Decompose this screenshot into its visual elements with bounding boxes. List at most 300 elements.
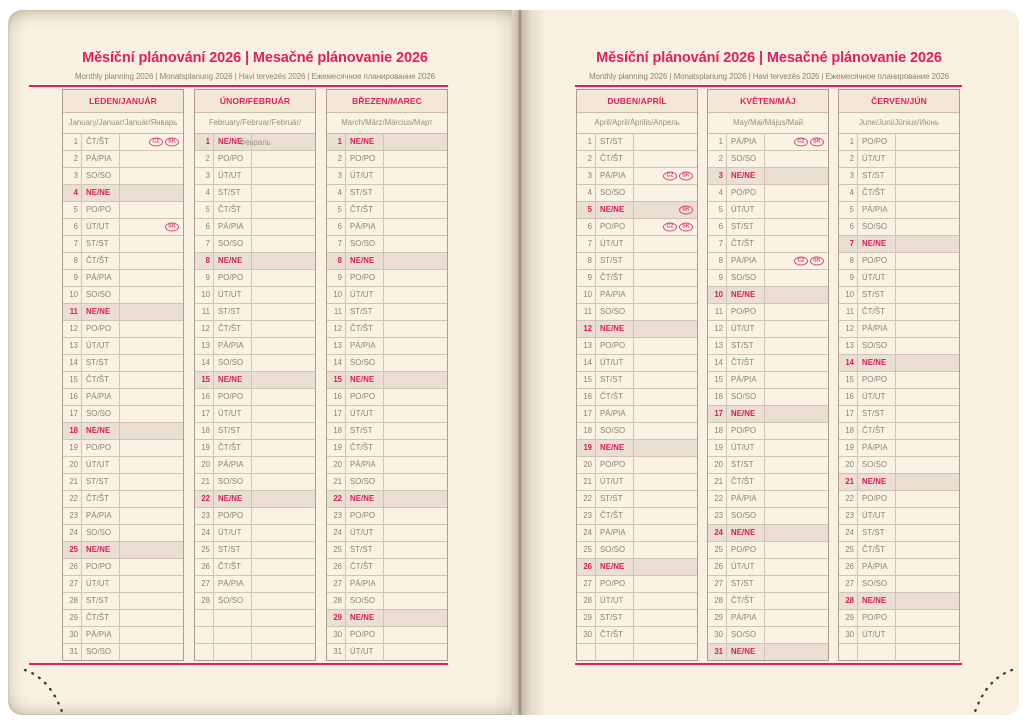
day-number: 5 (839, 202, 858, 218)
day-note-cell (252, 627, 315, 643)
day-row (327, 321, 447, 338)
day-note-cell (120, 542, 183, 558)
day-number: 15 (63, 372, 82, 388)
day-number: 6 (708, 219, 727, 235)
day-abbr: ST/ST (727, 457, 765, 473)
day-abbr: ST/ST (82, 593, 120, 609)
day-abbr: PO/PO (596, 219, 634, 235)
day-number: 22 (63, 491, 82, 507)
day-number: 30 (327, 627, 346, 643)
day-number: 1 (195, 134, 214, 150)
day-note-cell (634, 423, 697, 439)
holiday-badge-cz-icon: CZ (794, 137, 808, 146)
day-note-cell (252, 406, 315, 422)
month-table (326, 89, 448, 661)
day-number: 11 (708, 304, 727, 320)
day-row (839, 270, 959, 287)
day-abbr: ÚT/UT (727, 202, 765, 218)
day-abbr: ÚT/UT (82, 219, 120, 235)
day-abbr: SO/SO (858, 338, 896, 354)
day-abbr: ÚT/UT (596, 236, 634, 252)
day-number: 6 (195, 219, 214, 235)
day-note-cell (120, 270, 183, 286)
day-row (63, 253, 183, 270)
day-abbr: PÁ/PIA (596, 406, 634, 422)
day-note-cell (634, 644, 697, 660)
day-note-cell (634, 185, 697, 201)
day-row (708, 440, 828, 457)
day-note-cell (120, 202, 183, 218)
day-row (708, 304, 828, 321)
day-row (63, 457, 183, 474)
day-note-cell (384, 185, 447, 201)
day-abbr: ST/ST (596, 491, 634, 507)
day-abbr: ST/ST (596, 610, 634, 626)
day-abbr: SO/SO (346, 593, 384, 609)
day-number: 28 (577, 593, 596, 609)
day-note-cell (896, 389, 959, 405)
day-note-cell (252, 253, 315, 269)
day-number: 20 (195, 457, 214, 473)
day-row (708, 236, 828, 253)
day-note-cell (634, 559, 697, 575)
day-abbr: ST/ST (727, 219, 765, 235)
day-number: 21 (195, 474, 214, 490)
day-note-cell (896, 270, 959, 286)
day-abbr: ÚT/UT (82, 457, 120, 473)
day-number: 6 (839, 219, 858, 235)
day-number: 15 (839, 372, 858, 388)
day-note-cell (252, 576, 315, 592)
day-abbr: NE/NE (214, 134, 252, 150)
month-name: LEDEN/JANUÁR (63, 90, 183, 113)
day-row (63, 134, 183, 151)
day-row (577, 610, 697, 627)
day-note-cell (384, 525, 447, 541)
day-abbr: ČT/ŠT (214, 559, 252, 575)
day-row (327, 457, 447, 474)
day-number: 22 (327, 491, 346, 507)
day-number: 25 (708, 542, 727, 558)
day-number: 12 (708, 321, 727, 337)
day-number: 28 (708, 593, 727, 609)
day-row (839, 457, 959, 474)
day-number: 19 (577, 440, 596, 456)
day-abbr: ČT/ŠT (82, 253, 120, 269)
day-row (839, 508, 959, 525)
day-abbr: SO/SO (82, 287, 120, 303)
day-number: 5 (577, 202, 596, 218)
day-row (195, 644, 315, 660)
day-row (839, 151, 959, 168)
day-number: 4 (195, 185, 214, 201)
day-row (839, 304, 959, 321)
day-number: 23 (63, 508, 82, 524)
day-note-cell (120, 389, 183, 405)
day-number: 6 (327, 219, 346, 235)
day-row (577, 525, 697, 542)
day-row (63, 151, 183, 168)
day-note-cell (384, 406, 447, 422)
day-row (708, 202, 828, 219)
day-note-cell (120, 406, 183, 422)
day-number: 11 (577, 304, 596, 320)
day-row (195, 406, 315, 423)
day-number: 23 (839, 508, 858, 524)
day-abbr: SO/SO (596, 423, 634, 439)
day-abbr: SO/SO (346, 236, 384, 252)
day-row (327, 576, 447, 593)
day-abbr: ST/ST (858, 168, 896, 184)
day-number: 8 (577, 253, 596, 269)
day-note-cell (634, 168, 697, 184)
day-number: 12 (577, 321, 596, 337)
day-note-cell (765, 270, 828, 286)
day-row (195, 610, 315, 627)
day-note-cell (896, 304, 959, 320)
day-number: 7 (195, 236, 214, 252)
day-number: 10 (195, 287, 214, 303)
day-row (708, 253, 828, 270)
holiday-badge-sk-icon: SK (679, 205, 693, 214)
day-abbr: PÁ/PIA (858, 321, 896, 337)
day-abbr: ÚT/UT (596, 474, 634, 490)
day-abbr: NE/NE (82, 542, 120, 558)
day-abbr: ČT/ŠT (858, 423, 896, 439)
day-abbr: PO/PO (858, 372, 896, 388)
page-title: Měsíční plánování 2026 | Mesačné plánovanie 2026 (596, 50, 942, 66)
day-number: 16 (577, 389, 596, 405)
day-abbr: PÁ/PIA (727, 253, 765, 269)
day-abbr: ÚT/UT (346, 168, 384, 184)
day-row (327, 355, 447, 372)
day-row (63, 321, 183, 338)
day-note-cell (384, 134, 447, 150)
day-abbr: PO/PO (858, 253, 896, 269)
day-note-cell (252, 270, 315, 286)
day-abbr: ČT/ŠT (727, 355, 765, 371)
day-number: 18 (327, 423, 346, 439)
day-row (327, 610, 447, 627)
day-number: 26 (839, 559, 858, 575)
day-note-cell (120, 576, 183, 592)
day-number: 8 (195, 253, 214, 269)
day-abbr: PÁ/PIA (82, 508, 120, 524)
day-note-cell (634, 440, 697, 456)
day-note-cell (120, 287, 183, 303)
day-number: 3 (195, 168, 214, 184)
day-number: 17 (577, 406, 596, 422)
day-abbr: PO/PO (858, 134, 896, 150)
day-row (327, 559, 447, 576)
day-row (708, 474, 828, 491)
day-row (708, 423, 828, 440)
day-number: 2 (839, 151, 858, 167)
day-note-cell (896, 151, 959, 167)
day-number: 2 (195, 151, 214, 167)
day-number: 7 (839, 236, 858, 252)
day-number: 12 (195, 321, 214, 337)
day-abbr: SO/SO (727, 627, 765, 643)
day-abbr: PO/PO (214, 270, 252, 286)
day-row (577, 593, 697, 610)
day-number: 1 (708, 134, 727, 150)
day-abbr: PÁ/PIA (214, 457, 252, 473)
day-number: 24 (63, 525, 82, 541)
day-row (839, 593, 959, 610)
day-number: 11 (839, 304, 858, 320)
day-abbr: PO/PO (727, 185, 765, 201)
day-abbr: PÁ/PIA (858, 202, 896, 218)
day-row (327, 389, 447, 406)
day-abbr: ÚT/UT (596, 355, 634, 371)
day-row (63, 491, 183, 508)
day-abbr: ÚT/UT (346, 287, 384, 303)
day-abbr: PO/PO (82, 559, 120, 575)
month-intl-names: March/März/Március/Март (327, 113, 447, 134)
day-row (327, 372, 447, 389)
day-row (195, 287, 315, 304)
day-note-cell (765, 168, 828, 184)
day-number: 7 (327, 236, 346, 252)
day-note-cell (120, 236, 183, 252)
day-abbr: ST/ST (346, 423, 384, 439)
day-number: 27 (63, 576, 82, 592)
day-number: 14 (577, 355, 596, 371)
day-row (577, 644, 697, 660)
day-number: 24 (327, 525, 346, 541)
day-abbr: PO/PO (346, 151, 384, 167)
day-number: 29 (839, 610, 858, 626)
day-number: 20 (839, 457, 858, 473)
day-number: 17 (195, 406, 214, 422)
divider-rule-top (575, 85, 962, 87)
day-row (577, 406, 697, 423)
day-row (839, 236, 959, 253)
day-abbr: ČT/ŠT (82, 491, 120, 507)
day-row (708, 542, 828, 559)
day-note-cell (384, 372, 447, 388)
day-note-cell (252, 457, 315, 473)
day-note-cell (384, 219, 447, 235)
day-abbr: ST/ST (346, 542, 384, 558)
day-row (839, 219, 959, 236)
day-abbr: PO/PO (214, 151, 252, 167)
day-note-cell (634, 270, 697, 286)
day-number: 31 (327, 644, 346, 660)
day-abbr: PO/PO (596, 338, 634, 354)
day-note-cell (896, 491, 959, 507)
day-number: 23 (195, 508, 214, 524)
day-abbr: PO/PO (596, 457, 634, 473)
day-abbr: ÚT/UT (214, 406, 252, 422)
day-abbr: NE/NE (727, 406, 765, 422)
day-note-cell (896, 338, 959, 354)
day-number: 26 (195, 559, 214, 575)
day-row (839, 644, 959, 660)
holiday-badge-sk-icon: SK (810, 256, 824, 265)
day-row (839, 610, 959, 627)
day-row (839, 338, 959, 355)
day-abbr: ST/ST (82, 355, 120, 371)
day-abbr: ČT/ŠT (346, 202, 384, 218)
day-note-cell (252, 168, 315, 184)
day-abbr: PÁ/PIA (214, 576, 252, 592)
day-number: 8 (63, 253, 82, 269)
day-row (195, 151, 315, 168)
day-abbr: SO/SO (82, 406, 120, 422)
day-abbr: ČT/ŠT (727, 474, 765, 490)
day-row (839, 627, 959, 644)
day-number: 29 (63, 610, 82, 626)
day-row (327, 474, 447, 491)
day-note-cell (384, 168, 447, 184)
day-note-cell (252, 202, 315, 218)
day-number (577, 644, 596, 660)
day-row (327, 151, 447, 168)
day-row (577, 253, 697, 270)
day-abbr: PÁ/PIA (82, 270, 120, 286)
day-abbr: NE/NE (727, 644, 765, 660)
day-note-cell (896, 525, 959, 541)
day-abbr: SO/SO (727, 508, 765, 524)
day-abbr (214, 644, 252, 660)
day-number: 21 (839, 474, 858, 490)
day-row (63, 236, 183, 253)
day-abbr: ÚT/UT (214, 287, 252, 303)
day-row (839, 168, 959, 185)
day-row (839, 576, 959, 593)
day-row (327, 406, 447, 423)
day-abbr: NE/NE (727, 287, 765, 303)
day-row (63, 389, 183, 406)
day-number: 12 (63, 321, 82, 337)
day-note-cell (120, 627, 183, 643)
day-abbr: ST/ST (346, 304, 384, 320)
month-day-grid (327, 134, 447, 660)
day-number: 24 (708, 525, 727, 541)
day-note-cell (765, 287, 828, 303)
day-row (63, 559, 183, 576)
day-row (63, 185, 183, 202)
month-table (62, 89, 184, 661)
day-number: 6 (577, 219, 596, 235)
day-row (839, 525, 959, 542)
day-number (195, 627, 214, 643)
day-number: 22 (195, 491, 214, 507)
day-number: 28 (327, 593, 346, 609)
day-note-cell (634, 610, 697, 626)
day-number: 4 (327, 185, 346, 201)
month-name: BŘEZEN/MAREC (327, 90, 447, 113)
month-table (194, 89, 316, 661)
day-row (63, 440, 183, 457)
day-abbr: ČT/ŠT (214, 440, 252, 456)
day-note-cell (252, 508, 315, 524)
day-abbr: ČT/ŠT (596, 151, 634, 167)
day-number: 27 (195, 576, 214, 592)
day-note-cell (765, 406, 828, 422)
day-note-cell (896, 134, 959, 150)
day-number: 25 (63, 542, 82, 558)
day-row (708, 593, 828, 610)
day-row (839, 134, 959, 151)
day-number: 17 (839, 406, 858, 422)
day-row (195, 304, 315, 321)
day-row (839, 253, 959, 270)
day-abbr: NE/NE (858, 355, 896, 371)
day-note-cell (634, 474, 697, 490)
day-row (63, 202, 183, 219)
day-number: 16 (708, 389, 727, 405)
day-note-cell (765, 576, 828, 592)
day-number: 12 (839, 321, 858, 337)
day-abbr: NE/NE (346, 491, 384, 507)
day-note-cell (384, 542, 447, 558)
day-row (327, 542, 447, 559)
day-number: 27 (708, 576, 727, 592)
day-number: 4 (577, 185, 596, 201)
day-abbr: NE/NE (727, 525, 765, 541)
day-row (195, 474, 315, 491)
day-note-cell (896, 355, 959, 371)
day-note-cell (765, 219, 828, 235)
day-abbr: ÚT/UT (596, 593, 634, 609)
day-abbr: ÚT/UT (727, 440, 765, 456)
day-row (195, 559, 315, 576)
day-abbr: ST/ST (596, 372, 634, 388)
day-note-cell (634, 134, 697, 150)
day-abbr: SO/SO (858, 576, 896, 592)
day-row (327, 525, 447, 542)
day-number (195, 610, 214, 626)
day-note-cell (120, 474, 183, 490)
day-note-cell (634, 321, 697, 337)
day-note-cell (384, 253, 447, 269)
day-abbr: ÚT/UT (858, 389, 896, 405)
day-note-cell (896, 457, 959, 473)
day-abbr: ST/ST (858, 525, 896, 541)
day-number: 13 (327, 338, 346, 354)
day-row (63, 168, 183, 185)
day-note-cell (120, 610, 183, 626)
day-number: 23 (708, 508, 727, 524)
day-note-cell (384, 457, 447, 473)
day-row (327, 236, 447, 253)
day-note-cell (252, 610, 315, 626)
day-note-cell (896, 321, 959, 337)
day-row (577, 389, 697, 406)
day-number: 14 (327, 355, 346, 371)
day-number: 8 (327, 253, 346, 269)
day-abbr: ÚT/UT (727, 321, 765, 337)
day-note-cell (384, 236, 447, 252)
day-row (327, 338, 447, 355)
day-note-cell (765, 457, 828, 473)
day-note-cell (896, 542, 959, 558)
day-note-cell (384, 508, 447, 524)
day-number: 1 (839, 134, 858, 150)
day-note-cell (120, 355, 183, 371)
day-row (327, 287, 447, 304)
day-number: 17 (63, 406, 82, 422)
day-number: 3 (708, 168, 727, 184)
day-row (195, 270, 315, 287)
day-number: 28 (839, 593, 858, 609)
day-number: 27 (327, 576, 346, 592)
day-abbr: NE/NE (858, 474, 896, 490)
day-note-cell (765, 372, 828, 388)
